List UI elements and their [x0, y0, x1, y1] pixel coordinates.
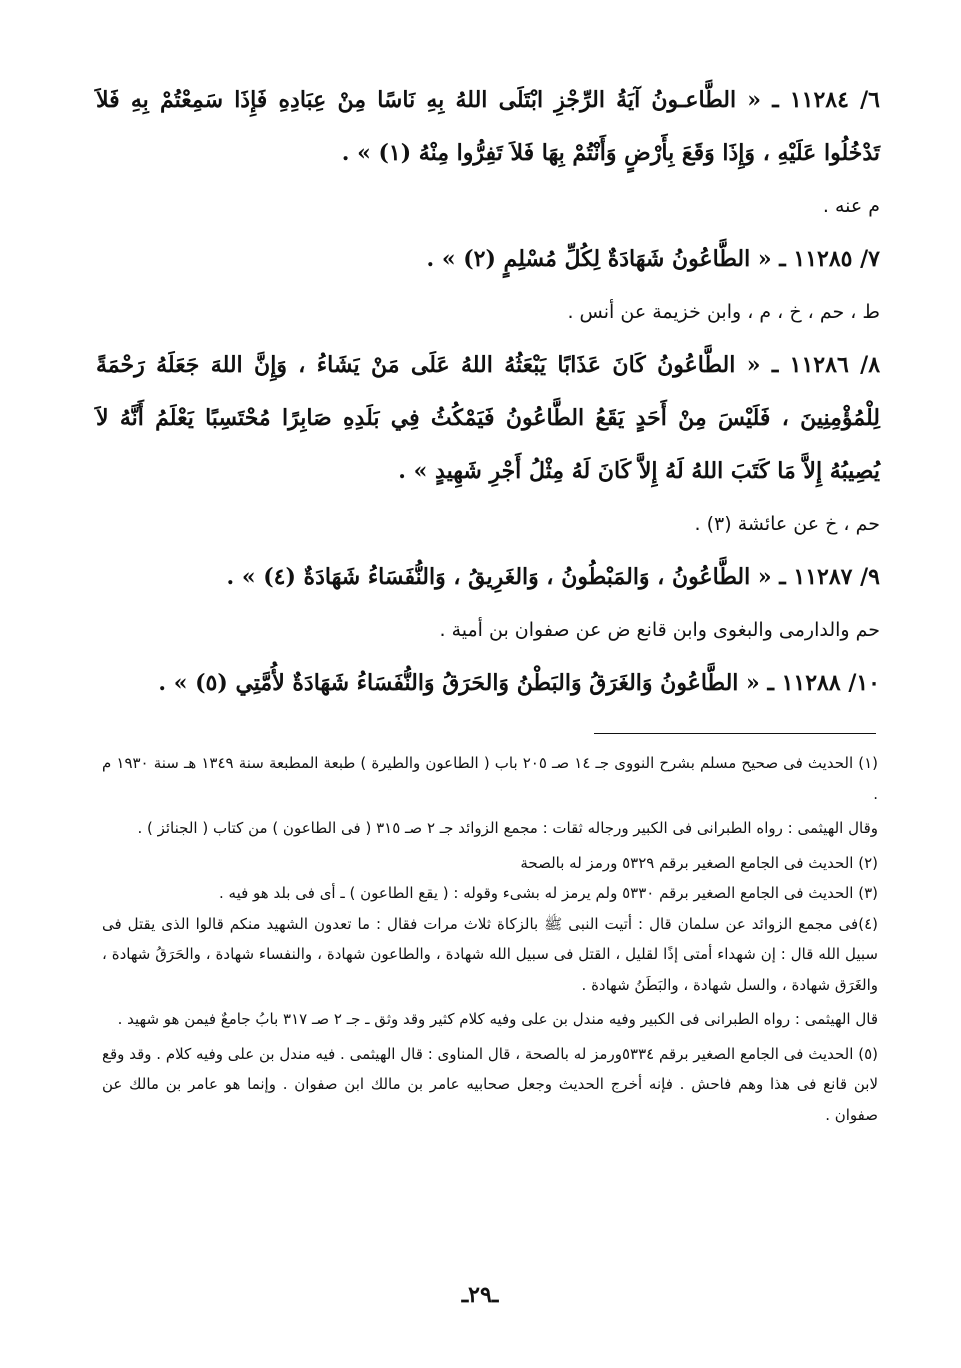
footnote: (٣) الحديث فى الجامع الصغير برقم ٥٣٣٠ ولم يرمز له بشىء وقوله : ( يقع الطاعون ) ـ أى فى بلد هو فيه . — [219, 884, 878, 902]
hadith-source: حم والدارمى والبغوى وابن قانع ض عن صفوان بن أمية . — [439, 619, 880, 641]
hadith-source: ط ، حم ، خ ، م ، وابن خزيمة عن أنس . — [567, 301, 880, 323]
hadith-text: ٩/ ١١٢٨٧ ـ « الطَّاعُونُ ، وَالمَبْطُونُ ، وَالغَرِيقُ ، وَالنُّفَسَاءُ شَهَادَةٌ (٤) » . — [226, 564, 880, 590]
hadith-text: ٨/ ١١٢٨٦ ـ « الطَّاعُونُ كَانَ عَذَابًا يَبْعَثُهُ اللهُ عَلَى مَنْ يَشَاءُ ، وَإِنَّ اللهَ جَعَلَهُ رَحْمَةً لِلْمُؤْمِنِينَ ، فَلَيْسَ مِنْ أَحَدٍ يَقَعُ الطَّاعُونُ فَيَمْكُثُ فِي بَلَدِهِ صَابِرًا مُحْتَسِبًا يَعْلَمُ أَنَّهُ لاَ يُصِيبُهُ إِلاَّ مَا كَتَبَ اللهُ لَهُ إِلاَّ كَانَ لَهُ مِثْلُ أَجْرِ شَهِيدٍ » . — [96, 352, 881, 484]
hadith-section — [96, 74, 880, 710]
footnotes — [102, 748, 878, 1130]
footnote: قال الهيثمى : رواه الطبرانى فى الكبير وفيه مندل بن على وفيه كلام كثير وقد وثق ـ جـ ٢ صـ ٣١٧ بابُ جامعٌ فيمن هو شهيد . — [117, 1010, 878, 1028]
hadith-text: ٦/ ١١٢٨٤ ـ « الطَّاعـونُ آيَةُ الرِّجْزِ ابْتَلَى اللهُ بِهِ نَاسًا مِنْ عِبَادِهِ فَإِذَا سَمِعْتُمْ بِهِ فَلاَ تَدْخُلُوا عَلَيْهِ ، وَإِذَا وَقَعَ بِأَرْضٍ وَأَنْتُمْ بِهَا فَلاَ تَفِرُّوا مِنْهُ (١) » . — [96, 87, 880, 166]
hadith-text: ١٠/ ١١٢٨٨ ـ « الطَّاعُونُ وَالغَرَقُ وَالبَطْنُ وَالحَرَقُ وَالنُّفَسَاءُ شَهَادَةٌ لأُمَّتِي (٥) » . — [158, 670, 880, 696]
page-number: ـ٢٩ـ — [461, 1282, 499, 1308]
footnote: (٤)فى مجمع الزوائد عن سلمان قال : أتيت النبى ﷺ بالزكاة ثلاث مرات فقال : ما تعدون الشهيد منكم قالوا الذى يقتل فى سبيل الله قال : إن شهداء أمتى إذًا لقليل ، القتل فى سبيل الله شهادة ، والطاعون شهادة ، والنفساء شهادة ، والحَرَقُ شهادة ، والغَرَق شهادة ، والسل شهادة ، والبَطَنُ شهادة . — [102, 914, 878, 994]
footnote-divider — [594, 733, 876, 734]
footnote: وقال الهيثمى : رواه الطبرانى فى الكبير ورجاله ثقات : مجمع الزوائد جـ ٢ صـ ٣١٥ ( فى الطاعون ) من كتاب ( الجنائز ) . — [137, 819, 878, 837]
footnote: (٢) الحديث فى الجامع الصغير برقم ٥٣٢٩ ورمز له بالصحة — [520, 853, 878, 872]
hadith-source: م عنه . — [822, 195, 880, 217]
footnote: (١) الحديث فى صحيح مسلم بشرح النووى جـ ١٤ صـ ٢٠٥ باب ( الطاعون والطيرة ) طبعة المطبعة سنة ١٣٤٩ هـ سنة ١٩٣٠ م . — [102, 754, 878, 803]
hadith-text: ٧/ ١١٢٨٥ ـ « الطَّاعُونُ شَهَادَةٌ لِكُلِّ مُسْلِمٍ (٢) » . — [426, 246, 880, 272]
footnote: (٥) الحديث فى الجامع الصغير برقم ٥٣٣٤ورمز له بالصحة ، قال المناوى : قال الهيثمى . فيه مندل بن على وفيه كلام . وقد وقع لابن قانع فى هذا وهم فاحش . فإنه أخرج الحديث وجعل صحابيه عامر بن مالك ابن صفوان . وإنما هو عامر بن مالك عن صفوان . — [102, 1044, 878, 1124]
hadith-source: حم ، خ عن عائشة (٣) . — [694, 513, 880, 535]
